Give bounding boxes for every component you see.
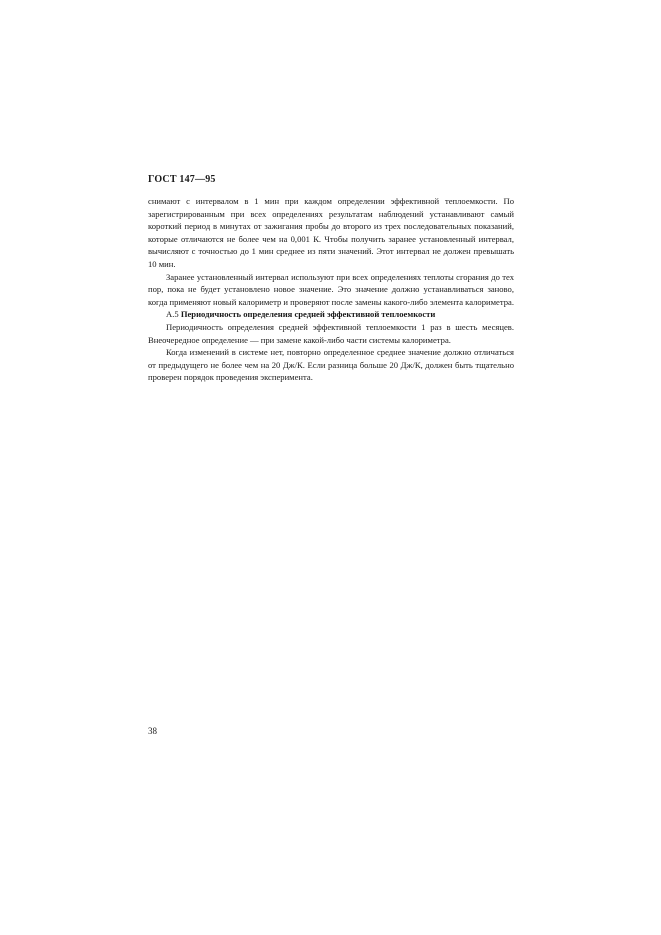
paragraph-tolerance: Когда изменений в системе нет, повторно определенное среднее значение должно отличаться от предыдущего не более чем на 20 Дж/К. Если разница больше 20 Дж/К, должен быть тщательно проверен порядок проведения эксперимента. bbox=[148, 347, 514, 383]
section-title: Периодичность определения средней эффективной теплоемкости bbox=[180, 309, 436, 320]
paragraph-periodicity: Периодичность определения средней эффективной теплоемкости 1 раз в шесть месяцев. Внеочередное определение — при замене какой-либо части системы калориметра. bbox=[148, 321, 514, 345]
section-heading bbox=[148, 308, 514, 321]
document-header: ГОСТ 147—95 bbox=[148, 174, 216, 185]
page-number: 38 bbox=[148, 726, 157, 736]
paragraph-interval: Заранее установленный интервал используют при всех определениях теплоты сгорания до тех пор, пока не будет установлено новое значение. Это значение должно устанавливаться заново, когда применяют новый калориметр и проверяют после замены какого-либо элемента калориметра. bbox=[148, 271, 514, 307]
paragraph-continuation: снимают с интервалом в 1 мин при каждом определении эффективной теплоемкости. По зарегистрированным при всех определениях результатам наблюдений устанавливают самый короткий период в минутах от зажигания пробы до второго из трех последовательных показаний, которые отличаются не более чем на 0,001 К. Чтобы получить заранее установленный интервал, вычисляют с точностью до 1 мин среднее из пяти значений. Этот интервал не должен превышать 10 мин. bbox=[148, 196, 514, 269]
body-text bbox=[148, 195, 514, 384]
section-number: А.5 bbox=[166, 309, 179, 320]
